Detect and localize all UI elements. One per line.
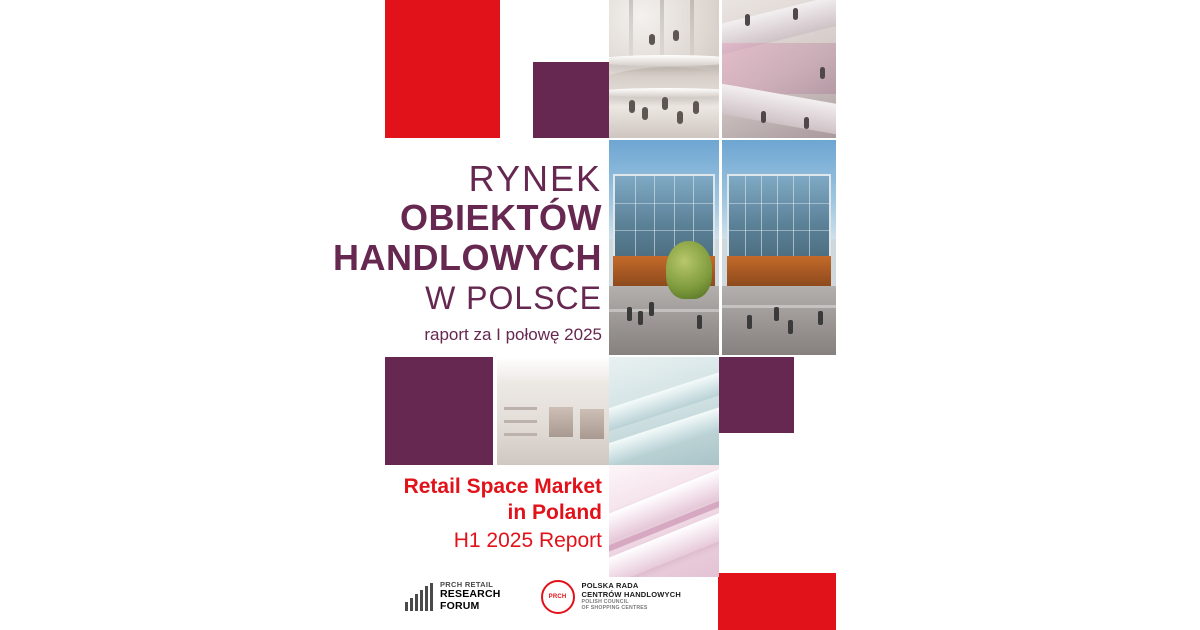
retail-building-exterior-photo-right — [722, 140, 836, 355]
title-line-1: RYNEK — [468, 158, 602, 199]
logo-row — [405, 575, 705, 619]
prch-logo-line-2: RESEARCH — [440, 588, 501, 601]
mall-atrium-photo — [609, 0, 719, 138]
english-title-line-2: in Poland — [507, 501, 602, 525]
retail-building-exterior-photo-left — [609, 140, 719, 355]
decorative-block-plum-top-left — [533, 62, 609, 138]
mall-escalator-photo — [722, 0, 836, 138]
title-line-3: HANDLOWYCH — [333, 237, 602, 279]
english-title — [330, 474, 602, 554]
prc-logo-line-4: OF SHOPPING CENTRES — [581, 605, 648, 612]
cover-title — [330, 160, 602, 345]
prch-logo-line-3: FORUM — [440, 600, 480, 613]
decorative-block-red-bottom — [718, 573, 836, 630]
decorative-block-plum-mid-left — [385, 357, 493, 465]
prc-logo-line-2: CENTRÓW HANDLOWYCH — [581, 589, 681, 599]
pink-escalator-photo — [609, 465, 719, 577]
decorative-block-red-top-left — [385, 0, 500, 138]
prch-seal-icon: PRCH — [541, 580, 575, 614]
english-title-line-3: H1 2025 Report — [453, 528, 602, 552]
english-title-line-1: Retail Space Market — [403, 475, 602, 498]
title-line-2: OBIEKTÓW — [400, 197, 602, 239]
polska-rada-centrow-handlowych-logo — [541, 580, 681, 614]
escalator-hall-photo — [609, 357, 719, 465]
prc-logo-line-3: POLISH COUNCIL — [581, 599, 629, 606]
prch-logo-line-1: PRCH RETAIL — [440, 580, 494, 590]
bar-chart-mark-icon — [405, 583, 433, 611]
prc-logo-line-1: POLSKA RADA — [581, 580, 639, 590]
store-interior-photo — [497, 357, 609, 465]
prch-retail-research-forum-logo — [405, 581, 501, 613]
decorative-block-plum-mid-right — [718, 357, 794, 433]
title-line-4: W POLSCE — [425, 279, 602, 316]
title-subtitle: raport za I połowę 2025 — [424, 325, 602, 345]
